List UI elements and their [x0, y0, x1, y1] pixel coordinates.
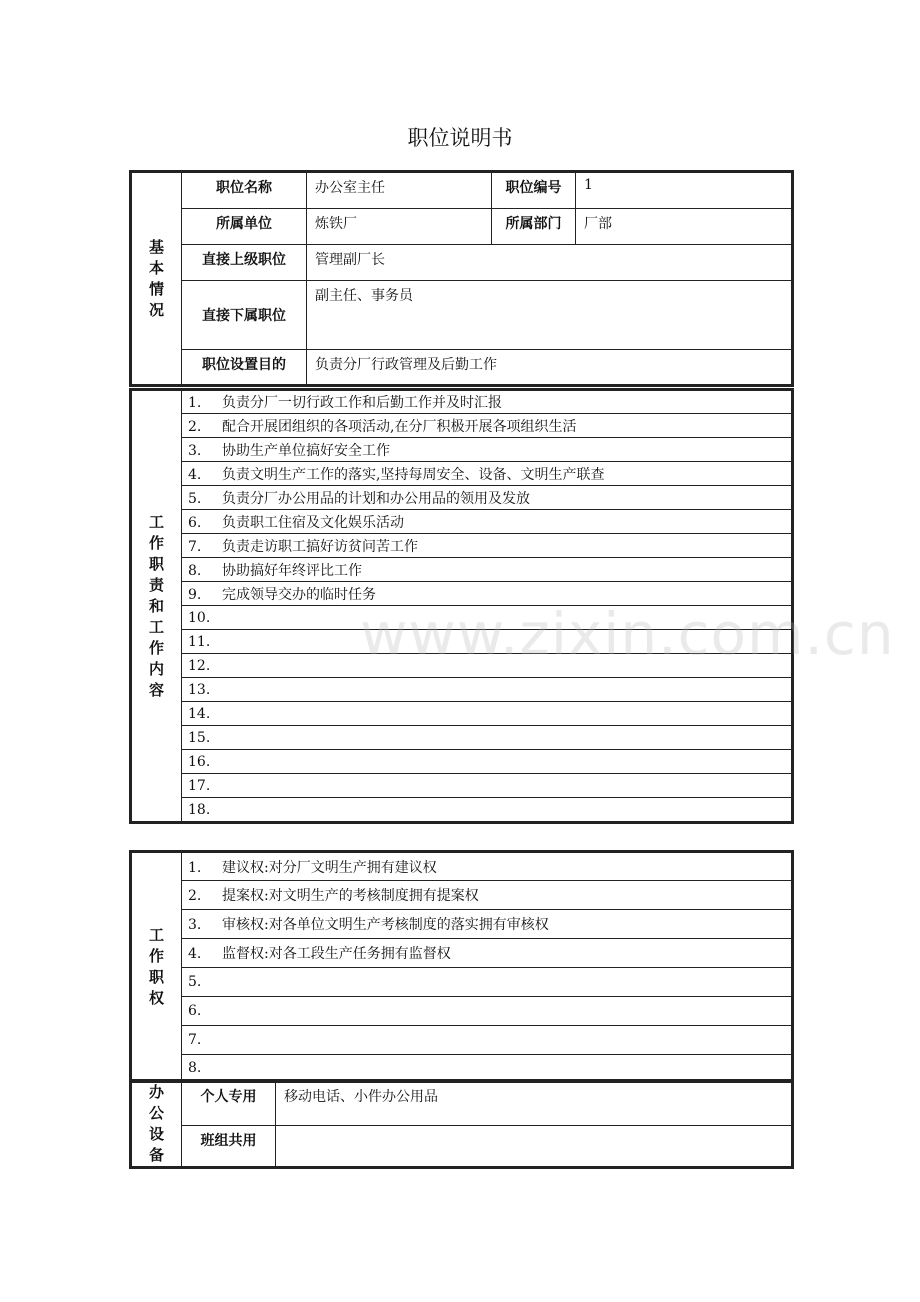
dept-value: 厂部: [576, 209, 793, 245]
duties-item-number: 12.: [188, 657, 211, 674]
authority-item-number: 7.: [188, 1032, 202, 1048]
duties-item: [182, 510, 793, 534]
authority-item-number: 3.: [188, 917, 202, 933]
duties-row: [131, 606, 793, 630]
duties-item: [182, 414, 793, 438]
duties-row: [131, 510, 793, 534]
duties-item-text: 负责分厂一切行政工作和后勤工作并及时汇报: [222, 395, 502, 411]
authority-table: [129, 850, 794, 1083]
position-name-value: 办公室主任: [307, 172, 492, 209]
authority-item-number: 2.: [188, 888, 202, 904]
duties-item-number: 2.: [188, 418, 202, 435]
authority-item: [182, 968, 793, 997]
position-no-value: 1: [576, 172, 793, 209]
duties-item-number: 6.: [188, 514, 202, 531]
authority-item: [182, 1055, 793, 1082]
duties-row: [131, 486, 793, 510]
authority-item: [182, 939, 793, 968]
duties-item-text: 协助生产单位搞好安全工作: [222, 442, 390, 459]
authority-row: [131, 852, 793, 881]
duties-item: [182, 582, 793, 606]
authority-row: [131, 968, 793, 997]
duties-table: [129, 388, 794, 824]
subordinate-label: 直接下属职位: [182, 281, 307, 350]
duties-row: [131, 678, 793, 702]
duties-item-number: 10.: [188, 609, 211, 626]
authority-item-number: 1.: [188, 859, 202, 876]
duties-item-text: 协助搞好年终评比工作: [222, 562, 362, 579]
authority-item-text: 提案权:对文明生产的考核制度拥有提案权: [222, 888, 479, 904]
position-no-label: 职位编号: [492, 172, 576, 209]
duties-item-number: 3.: [188, 442, 202, 459]
duties-item-number: 13.: [188, 681, 211, 698]
duties-row: [131, 582, 793, 606]
duties-row: [131, 390, 793, 414]
duties-row: [131, 462, 793, 486]
authority-item: [182, 1026, 793, 1055]
duties-item-number: 14.: [188, 705, 211, 722]
duties-row: [131, 414, 793, 438]
duties-item: [182, 702, 793, 726]
basic-info-table: [129, 170, 794, 387]
authority-item-text: 审核权:对各单位文明生产考核制度的落实拥有审核权: [222, 917, 549, 933]
duties-item-number: 1.: [188, 395, 202, 411]
duties-item: [182, 558, 793, 582]
dept-label: 所属部门: [492, 209, 576, 245]
duties-item: [182, 486, 793, 510]
duties-item-text: 配合开展团组织的各项活动,在分厂积极开展各项组织生活: [222, 418, 577, 435]
authority-row: [131, 997, 793, 1026]
authority-item-text: 监督权:对各工段生产任务拥有监督权: [222, 946, 451, 962]
personal-value: 移动电话、小件办公用品: [276, 1081, 793, 1126]
authority-section-label: 工作职权: [131, 852, 182, 1082]
duties-item-number: 17.: [188, 777, 211, 794]
duties-item: [182, 390, 793, 414]
duties-item-number: 7.: [188, 538, 202, 555]
duties-row: [131, 558, 793, 582]
unit-value: 炼铁厂: [307, 209, 492, 245]
duties-item-number: 8.: [188, 562, 202, 579]
duties-item-text: 负责走访职工搞好访贫问苦工作: [222, 538, 418, 555]
duties-item: [182, 630, 793, 654]
duties-item: [182, 438, 793, 462]
duties-item-number: 18.: [188, 801, 211, 818]
duties-item: [182, 750, 793, 774]
duties-item: [182, 654, 793, 678]
watermark: www.zixin.com.cn: [360, 600, 895, 668]
purpose-label: 职位设置目的: [182, 350, 307, 386]
duties-item-number: 15.: [188, 729, 211, 746]
shared-label: 班组共用: [182, 1125, 276, 1167]
equipment-table: [129, 1079, 794, 1169]
duties-item: [182, 678, 793, 702]
duties-row: [131, 438, 793, 462]
duties-row: [131, 798, 793, 823]
duties-item: [182, 462, 793, 486]
authority-item-number: 6.: [188, 1003, 202, 1019]
position-name-label: 职位名称: [182, 172, 307, 209]
duties-row: [131, 726, 793, 750]
duties-item: [182, 606, 793, 630]
duties-row: [131, 774, 793, 798]
duties-item: [182, 534, 793, 558]
duties-item-text: 完成领导交办的临时任务: [222, 586, 376, 603]
authority-row: [131, 939, 793, 968]
duties-item-number: 9.: [188, 586, 202, 603]
authority-item: [182, 852, 793, 881]
authority-row: [131, 1055, 793, 1082]
purpose-value: 负责分厂行政管理及后勤工作: [307, 350, 793, 386]
duties-row: [131, 630, 793, 654]
authority-item: [182, 881, 793, 910]
superior-label: 直接上级职位: [182, 245, 307, 281]
duties-item-text: 负责职工住宿及文化娱乐活动: [222, 514, 404, 531]
shared-value: [276, 1125, 793, 1167]
page-title: 职位说明书: [407, 126, 513, 150]
duties-item: [182, 774, 793, 798]
authority-item-number: 8.: [188, 1059, 202, 1076]
basic-section-label: 基本情况: [131, 172, 182, 386]
personal-label: 个人专用: [182, 1081, 276, 1126]
duties-item: [182, 726, 793, 750]
duties-row: [131, 654, 793, 678]
superior-value: 管理副厂长: [307, 245, 793, 281]
authority-row: [131, 1026, 793, 1055]
authority-item: [182, 997, 793, 1026]
duties-section-label: 工作职责和工作内容: [131, 390, 182, 823]
authority-item-text: 建议权:对分厂文明生产拥有建议权: [222, 859, 437, 876]
equipment-section-label: 办公设备: [131, 1081, 182, 1168]
duties-item-number: 5.: [188, 490, 202, 507]
unit-label: 所属单位: [182, 209, 307, 245]
authority-item-number: 4.: [188, 946, 202, 962]
authority-row: [131, 910, 793, 939]
subordinate-value: 副主任、事务员: [307, 281, 793, 350]
duties-item-number: 11.: [188, 633, 211, 650]
duties-item-text: 负责文明生产工作的落实,坚持每周安全、设备、文明生产联查: [222, 466, 605, 483]
duties-item-text: 负责分厂办公用品的计划和办公用品的领用及发放: [222, 490, 530, 507]
authority-item: [182, 910, 793, 939]
authority-row: [131, 881, 793, 910]
duties-row: [131, 534, 793, 558]
duties-row: [131, 750, 793, 774]
duties-row: [131, 702, 793, 726]
authority-item-number: 5.: [188, 974, 202, 990]
duties-item-number: 4.: [188, 466, 202, 483]
duties-item: [182, 798, 793, 823]
duties-item-number: 16.: [188, 753, 211, 770]
